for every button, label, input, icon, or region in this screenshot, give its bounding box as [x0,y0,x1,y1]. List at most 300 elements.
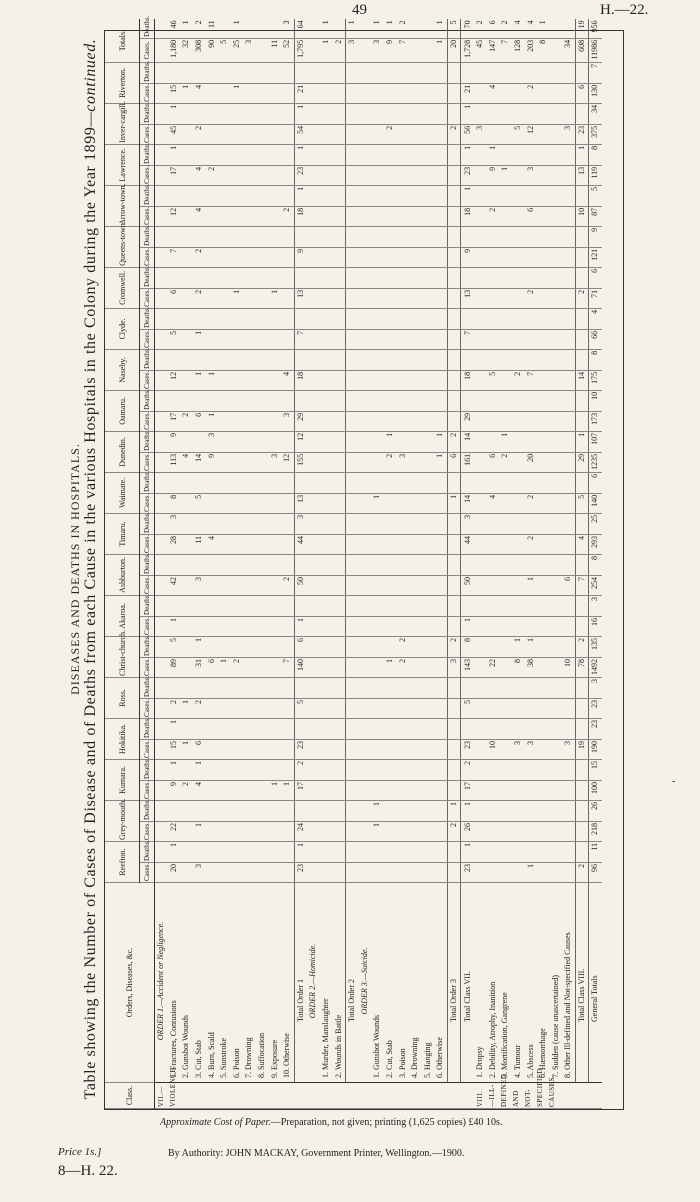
cases-cell [371,452,384,472]
cases-cell [396,493,409,513]
cases-cell [562,206,575,226]
cases-cell [307,698,320,718]
cases-cell [549,863,562,883]
deaths-cell [575,226,589,247]
cases-cell: 1 [231,83,244,103]
deaths-cell [345,267,358,288]
deaths-cell [231,718,244,739]
deaths-cell [193,431,206,452]
deaths-cell [155,595,168,616]
deaths-cell [575,800,589,821]
deaths-cell [256,103,269,124]
table-row [281,19,294,1108]
deaths-cell [345,103,358,124]
deaths-cell [396,308,409,329]
cases-header: Cases. [140,124,155,144]
deaths-cell: 6 [486,19,499,38]
cases-cell [332,124,345,144]
cases-cell [320,698,333,718]
deaths-cell [155,759,168,780]
cases-cell [231,616,244,636]
deaths-cell [320,677,333,698]
cases-cell [345,288,358,308]
cases-cell [575,616,589,636]
deaths-cell [155,19,168,38]
deaths-cell [499,62,512,83]
cases-cell [474,247,487,267]
cases-cell: 34 [562,38,575,62]
cases-cell: 4 [486,83,499,103]
cases-cell [345,575,358,595]
cases-cell [371,165,384,185]
cases-cell: 2 [384,452,397,472]
cases-cell [180,575,193,595]
deaths-cell: 1 [434,19,447,38]
deaths-cell [512,308,525,329]
deaths-cell [371,390,384,411]
deaths-cell [359,349,372,370]
deaths-cell [268,554,281,575]
deaths-cell [384,308,397,329]
cases-cell [434,534,447,554]
cases-cell [320,575,333,595]
deaths-cell [524,103,537,124]
cases-cell [307,247,320,267]
row-label: 1. Murder, Manslaughter [320,883,333,1083]
row-label: Total Order 3 [447,883,461,1083]
cases-cell [345,329,358,349]
cases-cell [396,83,409,103]
cases-cell [180,288,193,308]
hospital-header: Cromwell. [105,267,140,308]
cases-cell [447,370,461,390]
table-row [243,19,256,1108]
cases-cell [320,288,333,308]
cases-cell [537,206,550,226]
deaths-cell [168,677,181,698]
deaths-cell [307,144,320,165]
deaths-cell [562,390,575,411]
deaths-cell [268,62,281,83]
deaths-cell [371,308,384,329]
deaths-cell [396,349,409,370]
deaths-cell [524,759,537,780]
cases-cell [396,370,409,390]
cases-cell [512,206,525,226]
cases-cell: 2 [512,370,525,390]
row-label: 3. Cut, Stab [193,883,206,1083]
deaths-cell: 46 [168,19,181,38]
deaths-cell [384,800,397,821]
deaths-cell [384,226,397,247]
deaths-cell [447,718,461,739]
deaths-cell: 3 [281,19,294,38]
cases-cell [421,165,434,185]
cases-cell [243,124,256,144]
cases-cell: 9 [168,780,181,800]
cases-cell [512,83,525,103]
cases-cell [549,698,562,718]
deaths-cell [396,62,409,83]
deaths-cell [421,267,434,288]
deaths-cell [562,185,575,206]
deaths-cell [499,513,512,534]
cases-cell [434,329,447,349]
deaths-cell [512,472,525,493]
class-name: VIII.—ILL-DEFINED AND NOT-SPECIFIED CAUSES. [474,1083,602,1109]
cases-cell: 2 [499,452,512,472]
cases-cell: 1 [524,863,537,883]
cases-cell [307,821,320,841]
cases-cell [268,534,281,554]
deaths-cell [332,472,345,493]
deaths-cell [434,103,447,124]
cases-cell: 1 [231,288,244,308]
cases-cell [499,370,512,390]
cases-cell: 21 [461,83,474,103]
deaths-cell [537,800,550,821]
cases-cell [409,370,422,390]
cases-cell: 2 [281,206,294,226]
deaths-cell [332,513,345,534]
cases-cell: 3 [562,739,575,759]
data-table-frame [104,15,624,1110]
deaths-cell [396,185,409,206]
cases-cell [345,780,358,800]
deaths-cell [231,226,244,247]
cases-cell [218,329,231,349]
deaths-cell: 12 [294,431,307,452]
deaths-cell: 1 [486,144,499,165]
cases-header: Cases. [140,657,155,677]
deaths-cell [294,472,307,493]
deaths-cell [575,595,589,616]
cases-cell: 38 [524,657,537,677]
deaths-cell [499,144,512,165]
deaths-cell: 25 [589,513,602,534]
deaths-cell [243,103,256,124]
cases-cell [537,452,550,472]
cases-cell [512,780,525,800]
deaths-cell [371,759,384,780]
cases-cell [268,698,281,718]
deaths-cell [359,841,372,862]
cases-cell [499,739,512,759]
deaths-cell [180,349,193,370]
deaths-cell [256,308,269,329]
table-subtitle [82,28,100,1110]
total-row [345,19,358,1108]
cases-cell [218,452,231,472]
deaths-cell: 8 [589,144,602,165]
cases-header: Cases. [140,370,155,390]
cases-cell: 23 [461,739,474,759]
cases-cell [371,534,384,554]
deaths-cell [307,677,320,698]
deaths-cell [155,62,168,83]
cases-cell [474,83,487,103]
deaths-cell [434,554,447,575]
cases-cell: 3 [268,452,281,472]
deaths-cell [320,62,333,83]
cases-cell [345,616,358,636]
cases-cell [447,247,461,267]
table-row [409,19,422,1108]
cases-cell [409,863,422,883]
deaths-cell: 2 [499,19,512,38]
cases-cell: 23 [461,165,474,185]
cases-cell: 11 [268,38,281,62]
deaths-cell: 11 [589,841,602,862]
cases-cell [371,739,384,759]
cases-cell [512,288,525,308]
deaths-cell [345,677,358,698]
cases-cell: 11986 [589,38,602,62]
deaths-cell [499,185,512,206]
cases-cell [371,657,384,677]
cases-cell [447,575,461,595]
deaths-cell [549,144,562,165]
cases-cell [474,616,487,636]
deaths-cell [281,472,294,493]
deaths-cell [268,677,281,698]
deaths-cell [447,349,461,370]
row-label: 4. Tumour [512,883,525,1083]
deaths-cell [537,431,550,452]
deaths-cell [486,718,499,739]
deaths-cell [205,349,218,370]
deaths-cell [231,185,244,206]
cases-cell: 5 [168,329,181,349]
cases-cell [307,83,320,103]
deaths-cell [256,431,269,452]
deaths-cell [307,431,320,452]
cases-cell [409,247,422,267]
table-row [549,19,562,1108]
cases-cell: 3 [281,411,294,431]
cases-header: Cases. [140,616,155,636]
cases-cell [434,780,447,800]
deaths-cell [486,308,499,329]
deaths-cell [359,472,372,493]
cases-cell [549,616,562,636]
cases-cell: 140 [589,493,602,513]
deaths-cell [268,472,281,493]
cases-cell [537,863,550,883]
deaths-cell [359,62,372,83]
cases-cell [231,698,244,718]
deaths-cell [307,185,320,206]
cases-cell [474,657,487,677]
cases-cell [562,698,575,718]
deaths-cell [549,554,562,575]
deaths-cell [474,636,487,657]
cases-header: Cases. [140,411,155,431]
cases-cell: 15 [168,83,181,103]
cases-cell [243,288,256,308]
deaths-cell [486,554,499,575]
cases-cell: 1235 [589,452,602,472]
deaths-cell [474,595,487,616]
cases-cell: 90 [205,38,218,62]
deaths-cell [193,841,206,862]
cases-cell: 9 [205,452,218,472]
cases-cell: 2 [575,863,589,883]
cases-cell [155,863,168,883]
cases-cell [524,247,537,267]
cases-cell [537,124,550,144]
cases-cell [447,780,461,800]
cases-cell: 2 [180,411,193,431]
cases-cell [268,329,281,349]
deaths-cell [434,226,447,247]
deaths-cell [307,841,320,862]
cases-cell [537,534,550,554]
cases-cell: 17 [168,165,181,185]
deaths-cell [218,472,231,493]
cases-cell: 1 [193,329,206,349]
cases-cell [371,206,384,226]
cases-cell: 50 [461,575,474,595]
deaths-cell [499,103,512,124]
deaths-cell [205,718,218,739]
cases-cell [332,863,345,883]
cases-cell: 3 [243,38,256,62]
hospital-header: Ross. [105,677,140,718]
deaths-cell [218,226,231,247]
cases-cell [281,165,294,185]
deaths-cell [474,472,487,493]
hospital-header: Dunedin. [105,431,140,472]
deaths-cell [218,595,231,616]
cases-cell: 16 [589,616,602,636]
cases-cell [486,329,499,349]
deaths-cell: 9 [589,226,602,247]
cases-cell [231,124,244,144]
deaths-cell: 4 [589,308,602,329]
cases-cell [396,247,409,267]
deaths-cell [549,841,562,862]
deaths-cell [307,267,320,288]
deaths-cell [575,103,589,124]
cases-cell: 17 [168,411,181,431]
cases-cell [281,534,294,554]
deaths-cell [474,103,487,124]
deaths-cell [205,677,218,698]
cases-cell [218,165,231,185]
deaths-header: Deaths. [140,144,155,165]
cases-cell [256,780,269,800]
table-row [486,19,499,1108]
deaths-cell: 5 [447,19,461,38]
cases-cell [499,493,512,513]
deaths-cell [320,636,333,657]
deaths-cell [294,62,307,83]
deaths-cell [512,185,525,206]
cases-cell [421,739,434,759]
deaths-cell [549,677,562,698]
deaths-cell [243,800,256,821]
cases-cell: 13 [575,165,589,185]
table-row [371,19,384,1108]
cases-cell [384,329,397,349]
deaths-cell [396,841,409,862]
cases-cell [256,821,269,841]
cases-header: Cases. [140,575,155,595]
deaths-cell [332,841,345,862]
cases-cell: 1 [193,370,206,390]
deaths-cell [524,267,537,288]
cases-cell: 140 [294,657,307,677]
cases-cell [421,452,434,472]
cases-cell [281,821,294,841]
cases-cell [486,534,499,554]
cases-cell: 1 [205,411,218,431]
page-number: 49 [352,2,367,18]
cases-cell [549,206,562,226]
cases-cell: 6 [486,452,499,472]
cases-cell [180,616,193,636]
cases-cell: 5 [575,493,589,513]
cases-cell: 14 [193,452,206,472]
cases-cell: 12 [168,206,181,226]
cases-cell: 1 [193,821,206,841]
cases-cell [345,247,358,267]
deaths-cell [474,677,487,698]
cases-cell [371,370,384,390]
cases-cell [562,780,575,800]
cases-cell: 22 [168,821,181,841]
deaths-cell [180,185,193,206]
deaths-cell [359,636,372,657]
cases-cell [537,616,550,636]
cases-cell [243,206,256,226]
cases-cell: 22 [486,657,499,677]
deaths-cell [447,759,461,780]
deaths-cell [180,800,193,821]
cases-cell [256,165,269,185]
deaths-cell [396,472,409,493]
cases-cell [409,411,422,431]
deaths-cell [256,800,269,821]
deaths-cell [294,718,307,739]
cases-cell [332,739,345,759]
deaths-cell [499,841,512,862]
cases-cell [231,863,244,883]
row-label: 7. Drowning [243,883,256,1083]
cases-cell [345,739,358,759]
cases-cell [549,288,562,308]
hospital-header: Akaroa. [105,595,140,636]
cases-cell [243,452,256,472]
deaths-cell: 2 [575,636,589,657]
cases-cell: 20 [524,452,537,472]
deaths-cell [281,431,294,452]
deaths-cell: 1 [537,19,550,38]
deaths-cell [409,267,422,288]
deaths-cell [155,226,168,247]
deaths-cell [281,308,294,329]
deaths-cell [562,595,575,616]
cases-cell [409,493,422,513]
cases-cell [320,370,333,390]
deaths-cell [307,718,320,739]
deaths-cell [256,513,269,534]
cases-cell [447,698,461,718]
cases-cell [231,534,244,554]
deaths-cell [421,841,434,862]
deaths-cell [320,759,333,780]
